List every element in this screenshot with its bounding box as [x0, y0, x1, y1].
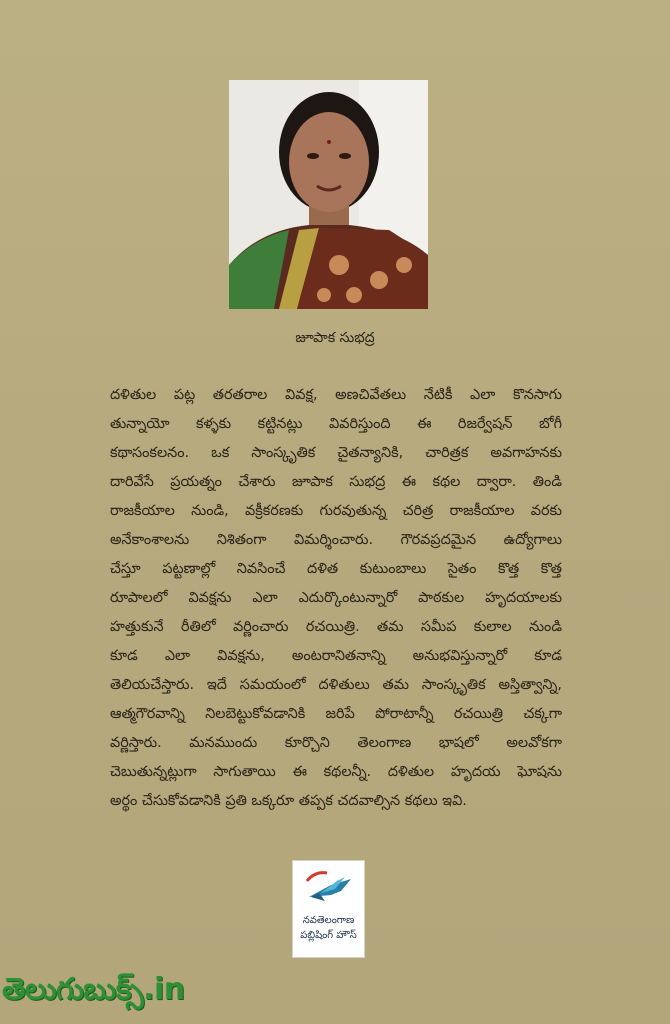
author-portrait-image [229, 80, 428, 309]
bird-icon [301, 867, 357, 911]
blurb-line: వర్ణిస్తారు. మనముందు కూర్చొని తెలంగాణ భాషలో అలవోకగా [110, 735, 562, 751]
publisher-name-line1: నవతెలంగాణ [302, 915, 355, 926]
blurb-line: చెబుతున్నట్లుగా సాగుతాయి ఈ కథలన్నీ. దళితుల హృదయ ఘోషను [110, 764, 562, 780]
blurb-line: అనేకాంశాలను నిశితంగా విమర్శించారు. గౌరవప్రదమైన ఉద్యోగాలు [110, 532, 562, 548]
watermark-text: తెలుగుబుక్స్ [2, 972, 144, 1007]
blurb-line: అర్థం చేసుకోవడానికి ప్రతి ఒక్కరూ తప్పక చదవాల్సిన కథలు ఇవి. [110, 793, 467, 809]
blurb-line: రూపాలలో వివక్షను ఎలా ఎదుర్కొంటున్నారో పాఠకుల హృదయాలకు [110, 590, 562, 606]
blurb-line: తున్నాయో కళ్ళకు కట్టినట్లు వివరిస్తుంది ఈ రిజర్వేషన్ బోగీ [110, 416, 562, 432]
blurb-line: రాజకీయాల నుండి, వక్రీకరణకు గురవుతున్న చరిత్ర రాజకీయాల వరకు [110, 503, 562, 519]
blurb-line: హత్తుకునే రీతిలో వర్ణించారు రచయిత్రి. తమ సమీప కులాల నుండి [110, 619, 562, 635]
blurb-line: దళితుల పట్ల తరతరాల వివక్ష, అణచివేతలు నేటికీ ఎలా కొనసాగు [110, 387, 562, 403]
blurb-line: కూడ ఎలా వివక్షను, అంటరానితనాన్ని అనుభవిస్తున్నారో కూడ [110, 648, 562, 664]
publisher-name-line2: పబ్లిషింగ్ హౌస్ [300, 930, 357, 941]
author-photo [229, 80, 428, 309]
blurb-line: ఆత్మగౌరవాన్ని నిలబెట్టుకోవడానికి జరిపే పోరాటాన్నీ రచయిత్రి చక్కగా [110, 706, 562, 722]
blurb-line: దారివేసే ప్రయత్నం చేశారు జూపాక సుభద్ర ఈ కథల ద్వారా. తిండి [110, 474, 562, 490]
publisher-name [293, 913, 364, 943]
publisher-logo [292, 860, 365, 958]
blurb-line: తెలియచేస్తారు. ఇదే సమయంలో దళితులు తమ సాంస్కృతిక అస్తిత్వాన్ని, [110, 677, 562, 693]
book-blurb [110, 381, 562, 816]
blurb-line: కథాసంకలనం. ఒక సాంస్కృతిక చైతన్యానికి, చారిత్రక అవగాహనకు [110, 445, 562, 461]
watermark-domain: .in [143, 972, 185, 1007]
author-name: జూపాక సుభద్ర [295, 330, 375, 346]
blurb-line: చేస్తూ పట్టణాల్లో నివసించే దళిత కుటుంబాలు సైతం కొత్త కొత్త [110, 561, 562, 577]
website-watermark [2, 972, 185, 1014]
